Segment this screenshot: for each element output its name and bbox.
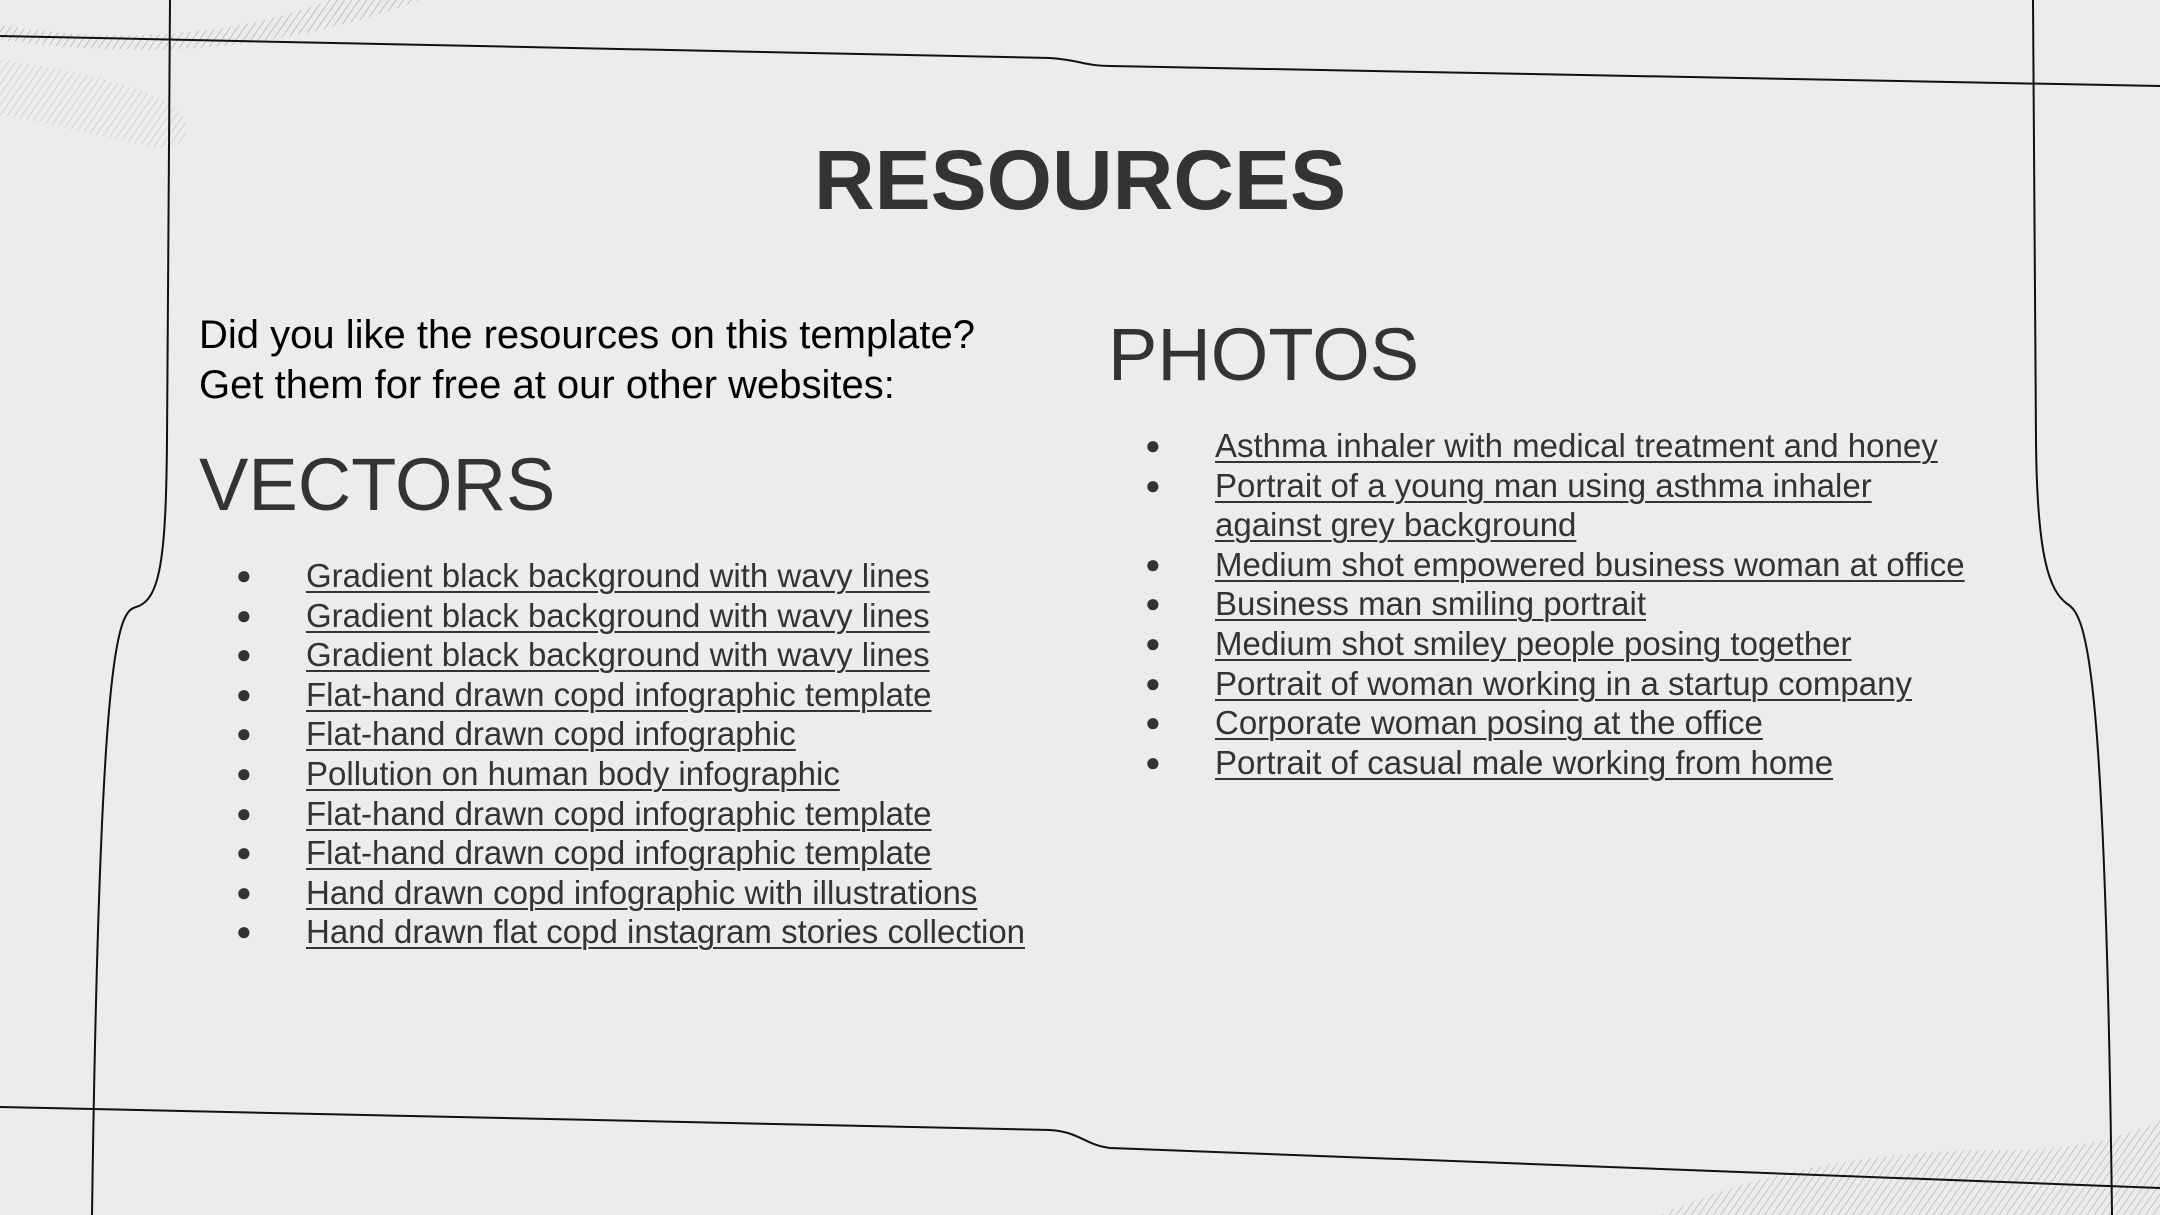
vectors-link[interactable]: Pollution on human body infographic	[306, 754, 840, 792]
photos-heading: PHOTOS	[1108, 313, 1420, 396]
list-item	[1145, 703, 1965, 743]
bullet-icon: ●	[1145, 588, 1161, 619]
bullet-icon: ●	[236, 718, 252, 749]
list-item	[1145, 743, 1965, 783]
bullet-icon: ●	[1145, 469, 1161, 500]
bullet-icon: ●	[236, 560, 252, 590]
list-item	[236, 754, 1036, 794]
vectors-link[interactable]: Hand drawn copd infographic with illustrations	[306, 873, 978, 911]
wave-texture-bottom-right	[1660, 1120, 2160, 1215]
bullet-icon: ●	[1145, 746, 1161, 777]
list-item	[236, 873, 1036, 913]
vectors-link[interactable]: Flat-hand drawn copd infographic	[306, 715, 796, 753]
bullet-icon: ●	[1145, 627, 1161, 658]
vectors-link[interactable]: Flat-hand drawn copd infographic template	[306, 675, 932, 713]
photos-link[interactable]: Medium shot smiley people posing together	[1215, 624, 1852, 662]
list-item	[236, 714, 1036, 754]
frame-top-line	[0, 36, 2160, 86]
list-item	[236, 635, 1036, 675]
page-title: RESOURCES	[813, 133, 1347, 227]
list-item	[1145, 426, 1965, 466]
vectors-heading: VECTORS	[199, 443, 556, 526]
list-item	[236, 675, 1036, 715]
bullet-icon: ●	[236, 876, 252, 907]
photos-link[interactable]: Medium shot empowered business woman at office	[1215, 545, 1965, 583]
photos-link[interactable]: Business man smiling portrait	[1215, 585, 1646, 623]
list-item	[1145, 584, 1965, 624]
bullet-icon: ●	[236, 678, 252, 709]
intro-line-1: Did you like the resources on this template?	[199, 313, 975, 357]
bullet-icon: ●	[236, 916, 252, 947]
photos-link[interactable]: Corporate woman posing at the office	[1215, 704, 1763, 742]
intro-text	[199, 310, 975, 410]
photos-link[interactable]: Portrait of woman working in a startup company	[1215, 664, 1912, 702]
wave-texture-top-left	[0, 0, 420, 50]
list-item	[1145, 664, 1965, 704]
bullet-icon: ●	[236, 599, 252, 630]
vectors-link[interactable]: Flat-hand drawn copd infographic template	[306, 834, 932, 872]
bullet-icon: ●	[236, 797, 252, 828]
bullet-icon: ●	[1145, 548, 1161, 579]
list-item	[236, 556, 1036, 596]
list-item	[236, 833, 1036, 873]
bullet-icon: ●	[236, 639, 252, 670]
photos-list	[1145, 426, 1965, 782]
vectors-link[interactable]: Gradient black background with wavy lines	[306, 636, 930, 674]
list-item	[236, 794, 1036, 834]
list-item	[1145, 545, 1965, 585]
bullet-icon: ●	[236, 837, 252, 868]
list-item	[236, 912, 1036, 952]
list-item	[1145, 624, 1965, 664]
vectors-link[interactable]: Flat-hand drawn copd infographic template	[306, 794, 932, 832]
photos-link[interactable]: Portrait of a young man using asthma inhaler against grey background	[1215, 466, 1872, 544]
frame-bottom-line	[0, 1107, 2160, 1188]
list-item	[236, 596, 1036, 636]
bullet-icon: ●	[1145, 667, 1161, 698]
vectors-link[interactable]: Gradient black background with wavy lines	[306, 557, 930, 594]
vectors-link[interactable]: Gradient black background with wavy lines	[306, 596, 930, 634]
intro-line-2: Get them for free at our other websites:	[199, 363, 895, 407]
bullet-icon: ●	[236, 757, 252, 788]
vectors-link[interactable]: Hand drawn flat copd instagram stories collection	[306, 913, 1026, 951]
photos-link[interactable]: Portrait of casual male working from home	[1215, 743, 1834, 781]
photos-link[interactable]: Asthma inhaler with medical treatment and honey	[1215, 427, 1938, 464]
bullet-icon: ●	[1145, 707, 1161, 738]
bullet-icon: ●	[1145, 430, 1161, 460]
list-item	[1145, 466, 1965, 545]
vectors-list	[236, 556, 1036, 952]
